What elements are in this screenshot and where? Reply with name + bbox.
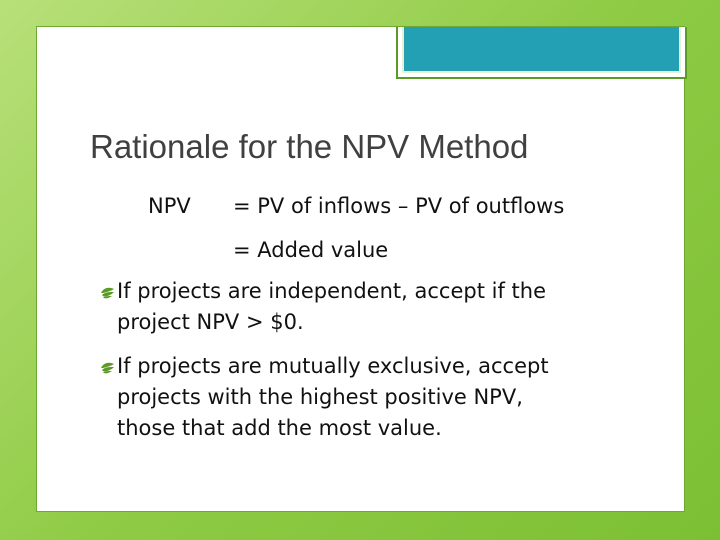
slide-title: Rationale for the NPV Method <box>90 128 529 165</box>
leaf-bullet-icon <box>99 359 116 376</box>
decorative-header-box <box>396 27 687 79</box>
npv-equation-line-2: = Added value <box>233 238 389 262</box>
bullet-text-line: If projects are independent, accept if the <box>117 279 546 303</box>
npv-label: NPV <box>148 194 191 218</box>
npv-equation-line-1: = PV of inflows – PV of outflows <box>233 194 565 218</box>
bullet-text-line: those that add the most value. <box>117 416 442 440</box>
bullet-text-line: project NPV > $0. <box>117 310 304 334</box>
leaf-bullet-icon <box>99 284 116 301</box>
decorative-teal-bar <box>402 27 681 73</box>
bullet-text-line: If projects are mutually exclusive, accept <box>117 354 549 378</box>
bullet-text-line: projects with the highest positive NPV, <box>117 385 523 409</box>
